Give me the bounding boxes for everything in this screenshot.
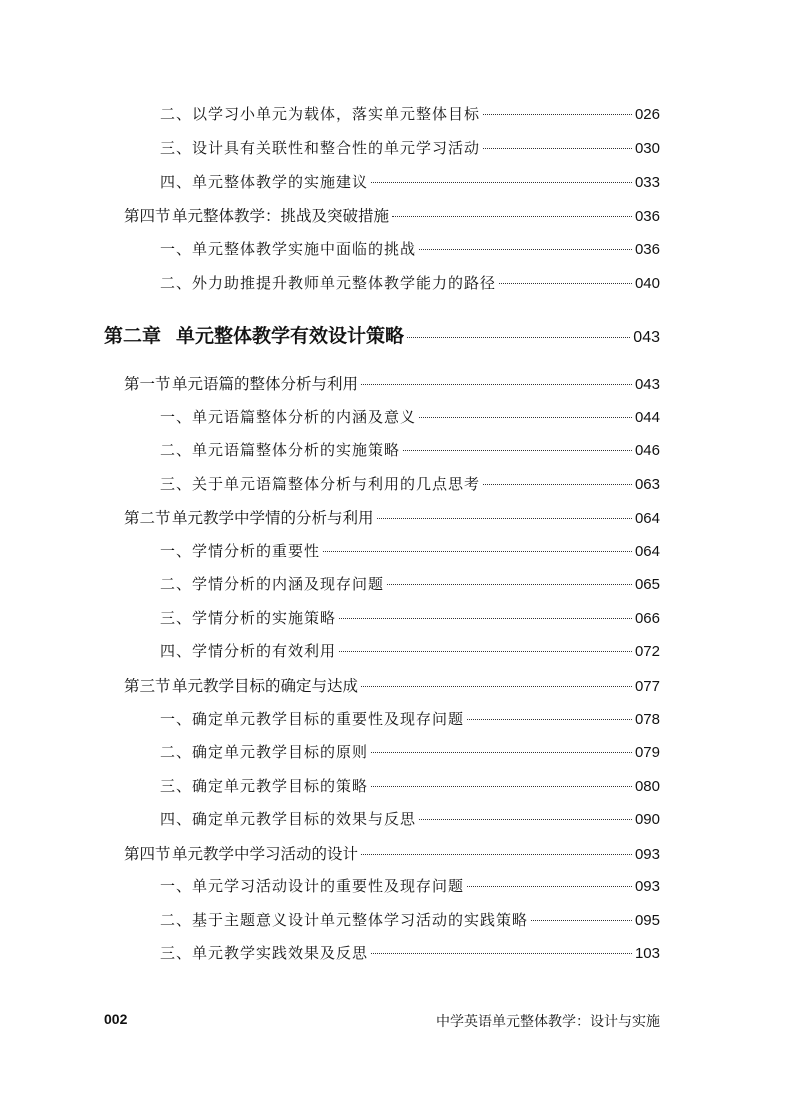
entry-page: 072: [634, 643, 660, 660]
dot-leader: [419, 249, 632, 250]
dot-leader: [407, 337, 630, 338]
chapter-title: 单元整体教学有效设计策略: [176, 325, 405, 347]
section-number: 第四节: [124, 845, 171, 863]
entry-page: 043: [633, 329, 660, 346]
entry-page: 063: [634, 476, 660, 493]
dot-leader: [361, 384, 632, 385]
toc-section: [124, 372, 660, 394]
dot-leader: [419, 819, 632, 820]
dot-leader: [323, 551, 632, 552]
entry-page: 044: [634, 409, 660, 426]
section-title: 单元整体教学：挑战及突破措施: [172, 207, 390, 225]
dot-leader: [483, 484, 632, 485]
toc-section: [124, 204, 660, 226]
toc-chapter: [104, 321, 660, 348]
entry-title: 三、单元教学实践效果及反思: [160, 944, 369, 962]
entry-page: 064: [634, 510, 660, 527]
toc-entry: [160, 540, 660, 561]
entry-title: 四、学情分析的有效利用: [160, 642, 337, 660]
toc-entry: [160, 640, 660, 661]
entry-title: 二、学情分析的内涵及现存问题: [160, 575, 385, 593]
entry-title: 三、确定单元教学目标的策略: [160, 777, 369, 795]
dot-leader: [371, 182, 632, 183]
dot-leader: [531, 920, 632, 921]
entry-title: 一、学情分析的重要性: [160, 542, 321, 560]
entry-page: 103: [634, 945, 660, 962]
entry-page: 093: [634, 878, 660, 895]
dot-leader: [339, 651, 632, 652]
entry-page: 065: [634, 576, 660, 593]
entry-page: 046: [634, 442, 660, 459]
entry-title: 二、外力助推提升教师单元整体教学能力的路径: [160, 274, 497, 292]
entry-page: 036: [634, 241, 660, 258]
entry-page: 026: [634, 106, 660, 123]
toc-entry: [160, 909, 660, 930]
toc-entry: [160, 406, 660, 427]
dot-leader: [483, 148, 632, 149]
dot-leader: [371, 953, 632, 954]
entry-title: 三、关于单元语篇整体分析与利用的几点思考: [160, 475, 481, 493]
dot-leader: [392, 216, 632, 217]
dot-leader: [377, 518, 632, 519]
entry-page: 079: [634, 744, 660, 761]
toc-entry: [160, 607, 660, 628]
dot-leader: [371, 786, 632, 787]
section-number: 第四节: [124, 207, 171, 225]
toc-entry: [160, 775, 660, 796]
toc-entry: [160, 741, 660, 762]
dot-leader: [371, 752, 632, 753]
entry-title: 一、确定单元教学目标的重要性及现存问题: [160, 710, 465, 728]
toc-entry: [160, 103, 660, 124]
section-number: 第三节: [124, 677, 171, 695]
entry-page: 080: [634, 778, 660, 795]
entry-page: 095: [634, 912, 660, 929]
entry-title: 二、以学习小单元为载体，落实单元整体目标: [160, 105, 481, 123]
entry-title: 一、单元整体教学实施中面临的挑战: [160, 240, 417, 258]
toc-entry: [160, 171, 660, 192]
dot-leader: [387, 584, 632, 585]
entry-page: 036: [634, 208, 660, 225]
entry-title: 二、确定单元教学目标的原则: [160, 743, 369, 761]
section-number: 第二节: [124, 509, 171, 527]
dot-leader: [467, 719, 632, 720]
dot-leader: [499, 283, 632, 284]
entry-page: 033: [634, 174, 660, 191]
dot-leader: [361, 854, 632, 855]
dot-leader: [467, 886, 632, 887]
dot-leader: [339, 618, 632, 619]
toc-entry: [160, 942, 660, 963]
chapter-number: 第二章: [104, 325, 162, 347]
entry-page: 043: [634, 376, 660, 393]
toc-entry: [160, 439, 660, 460]
dot-leader: [361, 686, 632, 687]
dot-leader: [403, 450, 632, 451]
entry-title: 一、单元语篇整体分析的内涵及意义: [160, 408, 417, 426]
entry-page: 040: [634, 275, 660, 292]
entry-page: 064: [634, 543, 660, 560]
dot-leader: [483, 114, 632, 115]
entry-page: 030: [634, 140, 660, 157]
toc-entry: [160, 875, 660, 896]
toc-entry: [160, 238, 660, 259]
section-title: 单元教学目标的确定与达成: [172, 677, 359, 695]
entry-title: 四、单元整体教学的实施建议: [160, 173, 369, 191]
entry-title: 三、学情分析的实施策略: [160, 609, 337, 627]
toc-section: [124, 842, 660, 864]
entry-page: 066: [634, 610, 660, 627]
entry-page: 093: [634, 846, 660, 863]
entry-page: 090: [634, 811, 660, 828]
toc-section: [124, 506, 660, 528]
entry-title: 三、设计具有关联性和整合性的单元学习活动: [160, 139, 481, 157]
entry-title: 四、确定单元教学目标的效果与反思: [160, 810, 417, 828]
entry-page: 077: [634, 678, 660, 695]
toc-section: [124, 674, 660, 696]
toc-entry: [160, 708, 660, 729]
footer-book-title: 中学英语单元整体教学：设计与实施: [436, 1014, 660, 1030]
dot-leader: [419, 417, 632, 418]
section-number: 第一节: [124, 375, 171, 393]
entry-title: 一、单元学习活动设计的重要性及现存问题: [160, 877, 465, 895]
section-title: 单元教学中学习活动的设计: [172, 845, 359, 863]
toc-entry: [160, 573, 660, 594]
toc-entry: [160, 137, 660, 158]
toc-entry: [160, 272, 660, 293]
toc-entry: [160, 473, 660, 494]
entry-page: 078: [634, 711, 660, 728]
toc-entry: [160, 808, 660, 829]
section-title: 单元语篇的整体分析与利用: [172, 375, 359, 393]
footer-page-number: 002: [104, 1011, 128, 1027]
entry-title: 二、基于主题意义设计单元整体学习活动的实践策略: [160, 911, 529, 929]
section-title: 单元教学中学情的分析与利用: [172, 509, 374, 527]
entry-title: 二、单元语篇整体分析的实施策略: [160, 441, 401, 459]
